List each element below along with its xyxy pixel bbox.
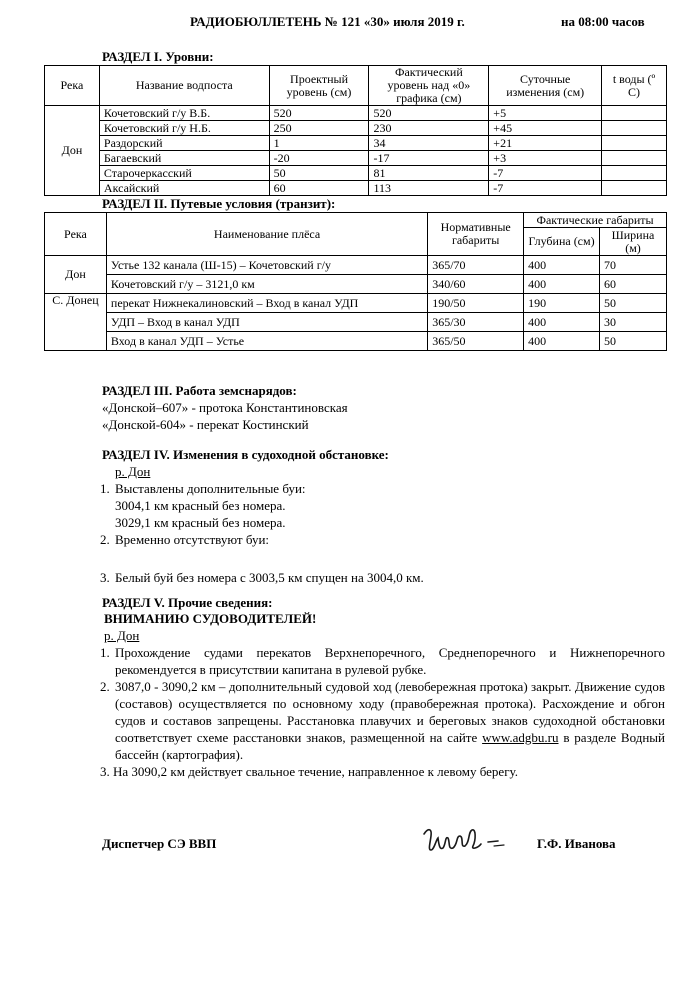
- col-river: Река: [45, 213, 107, 256]
- table-row: [45, 151, 667, 166]
- table-row: [45, 136, 667, 151]
- normative: 340/60: [428, 275, 524, 294]
- depth: 400: [524, 313, 600, 332]
- list-item: 1. Выставлены дополнительные буи:: [100, 481, 306, 496]
- actual-level: 34: [369, 136, 489, 151]
- list-item: 3004,1 км красный без номера.: [115, 498, 286, 513]
- section-3: [102, 382, 348, 433]
- section-2-title: РАЗДЕЛ II. Путевые условия (транзит):: [102, 196, 336, 211]
- signature-image: [418, 822, 518, 858]
- transit-table: [44, 212, 667, 351]
- width: 30: [600, 313, 667, 332]
- col-width: Ширина (м): [600, 228, 667, 256]
- table-row: [45, 294, 667, 313]
- table-row: [45, 106, 667, 121]
- list-item: 3. На 3090,2 км действует свальное течение, направленное к левому берегу.: [100, 764, 518, 779]
- gauge-name: Старочеркасский: [99, 166, 269, 181]
- river-cell: Дон: [45, 106, 100, 196]
- daily-change: -7: [489, 181, 602, 196]
- actual-level: -17: [369, 151, 489, 166]
- col-reach-name: Наименование плёса: [106, 213, 427, 256]
- section-5-river: р. Дон: [104, 628, 140, 643]
- design-level: 250: [269, 121, 369, 136]
- bulletin-time: на 08:00 часов: [561, 14, 645, 29]
- col-actual-dims: Фактические габариты: [524, 213, 667, 228]
- water-temp: [602, 166, 667, 181]
- bulletin-title: РАДИОБЮЛЛЕТЕНЬ № 121 «30» июля 2019 г.: [190, 14, 465, 29]
- actual-level: 230: [369, 121, 489, 136]
- water-temp: [602, 151, 667, 166]
- normative: 190/50: [428, 294, 524, 313]
- levels-header-row: [45, 66, 667, 106]
- attention-heading: ВНИМАНИЮ СУДОВОДИТЕЛЕЙ!: [104, 611, 317, 626]
- gauge-name: Раздорский: [99, 136, 269, 151]
- dispatcher-role: Диспетчер СЭ ВВП: [102, 836, 217, 851]
- gauge-name: Кочетовский г/у В.Б.: [99, 106, 269, 121]
- design-level: -20: [269, 151, 369, 166]
- section-3-title: РАЗДЕЛ III. Работа земснарядов:: [102, 383, 297, 398]
- width: 60: [600, 275, 667, 294]
- table-row: [45, 275, 667, 294]
- section-4-list: [100, 480, 665, 586]
- website-link[interactable]: www.adgbu.ru: [482, 730, 559, 745]
- section-5-list: [100, 644, 665, 780]
- section-4-river: р. Дон: [115, 464, 151, 479]
- gauge-name: Аксайский: [99, 181, 269, 196]
- list-item: 3029,1 км красный без номера.: [115, 515, 286, 530]
- design-level: 50: [269, 166, 369, 181]
- daily-change: +5: [489, 106, 602, 121]
- section-4-title: РАЗДЕЛ IV. Изменения в судоходной обстановке:: [102, 447, 389, 462]
- actual-level: 113: [369, 181, 489, 196]
- col-design-level: Проектный уровень (см): [269, 66, 369, 106]
- section-1-title: РАЗДЕЛ I. Уровни:: [102, 49, 214, 64]
- river-cell: Дон: [45, 256, 107, 294]
- design-level: 60: [269, 181, 369, 196]
- actual-level: 81: [369, 166, 489, 181]
- section-5-title: РАЗДЕЛ V. Прочие сведения:: [102, 595, 273, 610]
- normative: 365/50: [428, 332, 524, 351]
- design-level: 1: [269, 136, 369, 151]
- table-row: [45, 256, 667, 275]
- reach-name: Кочетовский г/у – 3121,0 км: [106, 275, 427, 294]
- width: 50: [600, 332, 667, 351]
- col-water-temp: t воды (º C): [602, 66, 667, 106]
- water-temp: [602, 106, 667, 121]
- depth: 400: [524, 275, 600, 294]
- table-row: [45, 332, 667, 351]
- normative: 365/70: [428, 256, 524, 275]
- list-item: 2. 3087,0 - 3090,2 км – дополнительный судовой ход (левобережная протока) закрыт. Движение судов (составов) осуществляется по основному ходу (правобережная протока). Расхождение и обгон судов и составов запрещены. Расстановка плавучих и береговых знаков судоходной обстановки соответствует схеме расстановки знаков, размещенной на сайте www.adgbu.ru в разделе Водный бассейн (картография).: [100, 679, 665, 762]
- depth: 190: [524, 294, 600, 313]
- reach-name: Вход в канал УДП – Устье: [106, 332, 427, 351]
- water-temp: [602, 136, 667, 151]
- table-row: [45, 181, 667, 196]
- col-depth: Глубина (см): [524, 228, 600, 256]
- col-daily-change: Суточные изменения (см): [489, 66, 602, 106]
- daily-change: +21: [489, 136, 602, 151]
- width: 70: [600, 256, 667, 275]
- depth: 400: [524, 332, 600, 351]
- col-normative: Нормативные габариты: [428, 213, 524, 256]
- width: 50: [600, 294, 667, 313]
- table-row: [45, 121, 667, 136]
- table-row: [45, 166, 667, 181]
- reach-name: Устье 132 канала (Ш-15) – Кочетовский г/у: [106, 256, 427, 275]
- water-temp: [602, 121, 667, 136]
- design-level: 520: [269, 106, 369, 121]
- col-river: Река: [45, 66, 100, 106]
- actual-level: 520: [369, 106, 489, 121]
- transit-header-row: [45, 213, 667, 228]
- water-temp: [602, 181, 667, 196]
- daily-change: +3: [489, 151, 602, 166]
- dredger-line: «Донской-604» - перекат Костинский: [102, 417, 309, 432]
- gauge-name: Кочетовский г/у Н.Б.: [99, 121, 269, 136]
- reach-name: УДП – Вход в канал УДП: [106, 313, 427, 332]
- depth: 400: [524, 256, 600, 275]
- col-gauge-name: Название водпоста: [99, 66, 269, 106]
- list-item: 3. Белый буй без номера с 3003,5 км спущен на 3004,0 км.: [100, 570, 424, 585]
- reach-name: перекат Нижнекалиновский – Вход в канал УДП: [106, 294, 427, 313]
- dredger-line: «Донской–607» - протока Константиновская: [102, 400, 348, 415]
- levels-table: [44, 65, 667, 196]
- col-actual-level: Фактический уровень над «0» графика (см): [369, 66, 489, 106]
- river-cell: С. Донец: [45, 294, 107, 351]
- daily-change: +45: [489, 121, 602, 136]
- normative: 365/30: [428, 313, 524, 332]
- dispatcher-name: Г.Ф. Иванова: [537, 836, 616, 851]
- daily-change: -7: [489, 166, 602, 181]
- list-item: 2. Временно отсутствуют буи:: [100, 532, 270, 547]
- table-row: [45, 313, 667, 332]
- gauge-name: Багаевский: [99, 151, 269, 166]
- list-item: 1. Прохождение судами перекатов Верхнепоречного, Среднепоречного и Нижнепоречного рекомендуется в присутствии капитана в рулевой рубке.: [100, 645, 665, 677]
